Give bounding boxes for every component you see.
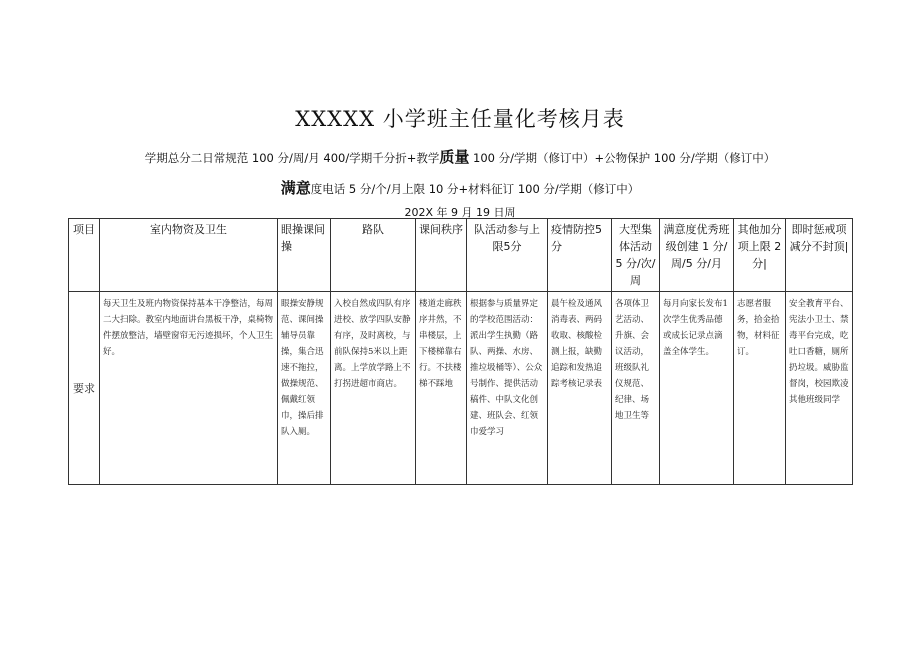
header-indoor-hygiene: 室内物资及卫生 [100,219,278,292]
subtitle-line-1 [0,146,920,167]
header-epidemic-control: 疫情防控5分 [548,219,612,292]
cell-satisfaction: 每月向家长发布1次学生优秀品德或成长记录点滴盖全体学生。 [660,292,734,485]
subtitle-1-emphasis: 质量 [439,148,470,166]
date-line: 202X 年 9 月 19 日周 [404,206,516,219]
subtitle-2-post: 度电话 5 分/个/月上限 10 分+材料征订 100 分/学期（修订中） [310,182,640,196]
header-item: 项目 [69,219,100,292]
header-row [69,219,853,292]
cell-bonus: 志愿者服务，拾金拾物，材料征订。 [734,292,786,485]
header-road-team: 路队 [331,219,416,292]
row-label-text: 要求 [73,382,95,395]
header-collective-activity: 大型集体活动 5 分/次/周 [612,219,660,292]
subtitle-line-2 [0,177,920,198]
row-label-requirements [69,292,100,485]
cell-collective-activity: 各项体卫艺活动、升旗、会议活动，班级队礼仪规范、纪律、场地卫生等 [612,292,660,485]
subtitle-1-post: 100 分/学期（修订中）+公物保护 100 分/学期（修订中） [469,151,776,165]
header-penalty: 即时惩戒项减分不封顶| [786,219,853,292]
cell-penalty: 安全教育平台、宪法小卫士、禁毒平台完成，吃吐口香糖，厕所扔垃圾。威胁监督岗，校园欺凌其他班级同学 [786,292,853,485]
page-title: XXXXX 小学班主任量化考核月表 [295,107,625,131]
cell-team-activity: 根据参与质量界定的学校范围活动：派出学生执勤（路队、两操、水房、推垃圾桶等）、公众号制作、提供活动稿件、中队文化创建、班队会、红领巾爱学习 [467,292,548,485]
header-break-order: 课间秩序 [416,219,467,292]
subtitle-2-emphasis: 满意 [280,179,311,197]
assessment-table [68,218,853,485]
header-team-activity: 队活动参与上限5分 [467,219,548,292]
cell-indoor-hygiene: 每天卫生及班内物资保持基本干净整洁，每周二大扫除。教室内地面讲台黑板干净，桌椅物件摆放整洁，墙壁窗帘无污迹损坏，个人卫生好。 [100,292,278,485]
header-satisfaction: 满意度优秀班级创建 1 分/周/5 分/月 [660,219,734,292]
cell-road-team: 入校自然成四队有序进校、放学四队安静有序，及时离校，与前队保持5米以上距离。上学放学路上不打拐进超市商店。 [331,292,416,485]
header-eye-exercise: 眼操课间操 [278,219,331,292]
subtitle-1-pre: 学期总分二日常规范 100 分/周/月 400/学期千分折+教学 [144,151,440,165]
cell-break-order: 楼道走廊秩序井然，不串楼层，上下楼梯靠右行。不扶楼梯不踩地 [416,292,467,485]
header-bonus: 其他加分项上限 2 分| [734,219,786,292]
requirements-row [69,292,853,485]
cell-epidemic-control: 晨午检及通风消毒表、两码收取、核酸检测上报，缺勤追踪和发热追踪考核记录表 [548,292,612,485]
cell-eye-exercise: 眼操安静规范、课间操辅导员靠操，集合迅速不拖拉，做操规范、佩戴红领巾，操后排队入厕。 [278,292,331,485]
